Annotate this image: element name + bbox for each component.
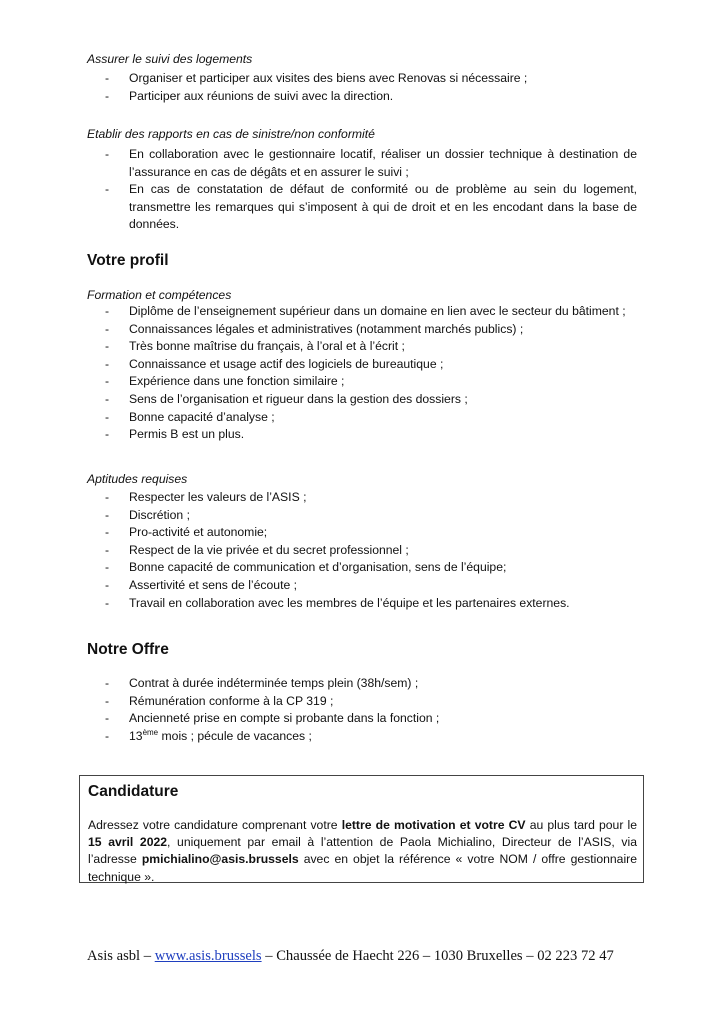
candidature-deadline: 15 avril 2022 (88, 835, 168, 850)
candidature-text (88, 817, 637, 886)
list-item: - Discrétion ; (87, 507, 637, 525)
list-item: - Très bonne maîtrise du français, à l’oral et à l’écrit ; (87, 338, 637, 356)
list-item: - Travail en collaboration avec les membres de l’équipe et les partenaires externes. (87, 595, 637, 613)
list-item: - Bonne capacité de communication et d’organisation, sens de l’équipe; (87, 559, 637, 577)
offre-month-number: 13 (129, 728, 143, 743)
list-item: - Rémunération conforme à la CP 319 ; (87, 693, 637, 711)
list-item: - Assertivité et sens de l’écoute ; (87, 577, 637, 595)
list-item: - Pro-activité et autonomie; (87, 524, 637, 542)
list-item: - Respecter les valeurs de l’ASIS ; (87, 489, 637, 507)
list-rapports (87, 146, 637, 234)
offre-month-suffix: ème (142, 727, 159, 737)
list-item: - Expérience dans une fonction similaire ; (87, 373, 637, 391)
heading-offre: Notre Offre (87, 641, 169, 658)
page-footer (87, 946, 614, 966)
list-item: - Diplôme de l’enseignement supérieur dans un domaine en lien avec le secteur du bâtiment ; (87, 303, 637, 321)
section-title-rapports: Etablir des rapports en cas de sinistre/non conformité (87, 127, 375, 141)
footer-website-link[interactable]: www.asis.brussels (154, 948, 262, 964)
list-item: - Participer aux réunions de suivi avec la direction. (87, 88, 637, 106)
list-item (87, 728, 637, 746)
candidature-heading: Candidature (88, 783, 179, 800)
candidature-text-part: au plus tard pour le (525, 818, 637, 832)
list-item: - Permis B est un plus. (87, 426, 637, 444)
list-offre (87, 675, 637, 745)
list-suivi (87, 70, 637, 105)
candidature-documents: lettre de motivation et votre CV (341, 818, 526, 832)
offre-month-text: mois ; pécule de vacances ; (158, 728, 312, 743)
section-title-formation: Formation et compétences (87, 288, 232, 302)
list-item: - Sens de l’organisation et rigueur dans la gestion des dossiers ; (87, 391, 637, 409)
candidature-text-part: , uniquement par email à l’attention de Paola Michialino, Directeur de l’ASIS, via l’adresse (88, 835, 637, 867)
section-title-suivi: Assurer le suivi des logements (87, 52, 253, 66)
list-item: - Connaissances légales et administratives (notamment marchés publics) ; (87, 321, 637, 339)
footer-address: – Chaussée de Haecht 226 – 1030 Bruxelles – 02 223 72 47 (261, 948, 614, 964)
list-item: - Connaissance et usage actif des logiciels de bureautique ; (87, 356, 637, 374)
list-item: - Ancienneté prise en compte si probante dans la fonction ; (87, 710, 637, 728)
list-item: - Respect de la vie privée et du secret professionnel ; (87, 542, 637, 560)
list-formation (87, 303, 637, 444)
section-title-aptitudes: Aptitudes requises (87, 472, 188, 486)
list-item: - Contrat à durée indéterminée temps plein (38h/sem) ; (87, 675, 637, 693)
list-item: - En collaboration avec le gestionnaire locatif, réaliser un dossier technique à destination de l’assurance en cas de dégâts et en assurer le suivi ; (87, 146, 637, 181)
list-item: - Bonne capacité d’analyse ; (87, 409, 637, 427)
candidature-email[interactable]: pmichialino@asis.brussels (141, 852, 299, 867)
candidature-text-part: Adressez votre candidature comprenant votre (88, 818, 342, 832)
heading-profil: Votre profil (87, 252, 169, 269)
list-item: - Organiser et participer aux visites des biens avec Renovas si nécessaire ; (87, 70, 637, 88)
candidature-text-part: avec en objet la référence « votre NOM / offre gestionnaire technique ». (88, 852, 637, 884)
candidature-box (79, 775, 644, 883)
list-aptitudes (87, 489, 637, 612)
footer-org: Asis asbl – (87, 948, 155, 964)
list-item: - En cas de constatation de défaut de conformité ou de problème au sein du logement, transmettre les remarques qui s’imposent à qui de droit et en les encodant dans la base de données. (87, 181, 637, 234)
